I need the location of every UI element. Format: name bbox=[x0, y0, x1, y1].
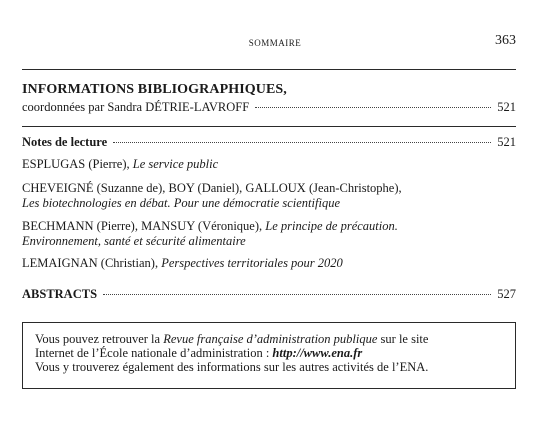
dot-leader bbox=[255, 107, 491, 108]
toc-entry-abstracts[interactable] bbox=[22, 287, 516, 302]
notice-line-3: Vous y trouverez également des informations sur les autres activités de l’ENA. bbox=[35, 360, 429, 374]
dot-leader bbox=[103, 294, 491, 295]
coordinator-text: coordonnées par Sandra DÉTRIE-LAVROFF bbox=[22, 100, 250, 114]
note-title-continued: Environnement, santé et sécurité alimentaire bbox=[22, 234, 246, 248]
running-head: SOMMAIRE bbox=[248, 38, 302, 48]
dot-leader bbox=[113, 142, 491, 143]
website-link[interactable]: http://www.ena.fr bbox=[272, 346, 363, 360]
journal-title: Revue française d’administration publique bbox=[163, 332, 378, 346]
toc-page-number: 521 bbox=[497, 100, 516, 114]
toc-page-number: 521 bbox=[497, 135, 516, 149]
toc-entry-notes[interactable] bbox=[22, 135, 516, 150]
notice-line-2: Internet de l’École nationale d’administration : http://www.ena.fr bbox=[35, 346, 363, 360]
notice-box bbox=[22, 322, 516, 389]
abstracts-title: ABSTRACTS bbox=[22, 287, 98, 301]
note-authors: BECHMANN (Pierre), MANSUY (Véronique), bbox=[22, 219, 266, 233]
note-title: Perspectives territoriales pour 2020 bbox=[161, 256, 343, 270]
toc-page-number: 527 bbox=[497, 287, 516, 301]
note-title: Les biotechnologies en débat. Pour une démocratie scientifique bbox=[22, 196, 340, 210]
note-item[interactable] bbox=[22, 219, 516, 249]
note-title: Le service public bbox=[132, 157, 219, 171]
toc-entry-coordinator[interactable] bbox=[22, 100, 516, 115]
note-authors: LEMAIGNAN (Christian), bbox=[22, 256, 162, 270]
notes-title: Notes de lecture bbox=[22, 135, 108, 149]
page-number: 363 bbox=[495, 33, 516, 48]
notice-line-1: Vous pouvez retrouver la Revue française d’administration publique sur le site bbox=[35, 332, 429, 346]
note-title: Le principe de précaution. bbox=[265, 219, 398, 233]
middle-rule bbox=[22, 126, 516, 127]
note-item[interactable] bbox=[22, 181, 516, 211]
note-authors: ESPLUGAS (Pierre), bbox=[22, 157, 133, 171]
section-title-informations: INFORMATIONS BIBLIOGRAPHIQUES, bbox=[22, 82, 287, 97]
note-item[interactable] bbox=[22, 256, 516, 271]
top-rule bbox=[22, 69, 516, 70]
note-authors: CHEVEIGNÉ (Suzanne de), BOY (Daniel), GALLOUX (Jean-Christophe), bbox=[22, 181, 402, 195]
note-item[interactable] bbox=[22, 157, 516, 172]
